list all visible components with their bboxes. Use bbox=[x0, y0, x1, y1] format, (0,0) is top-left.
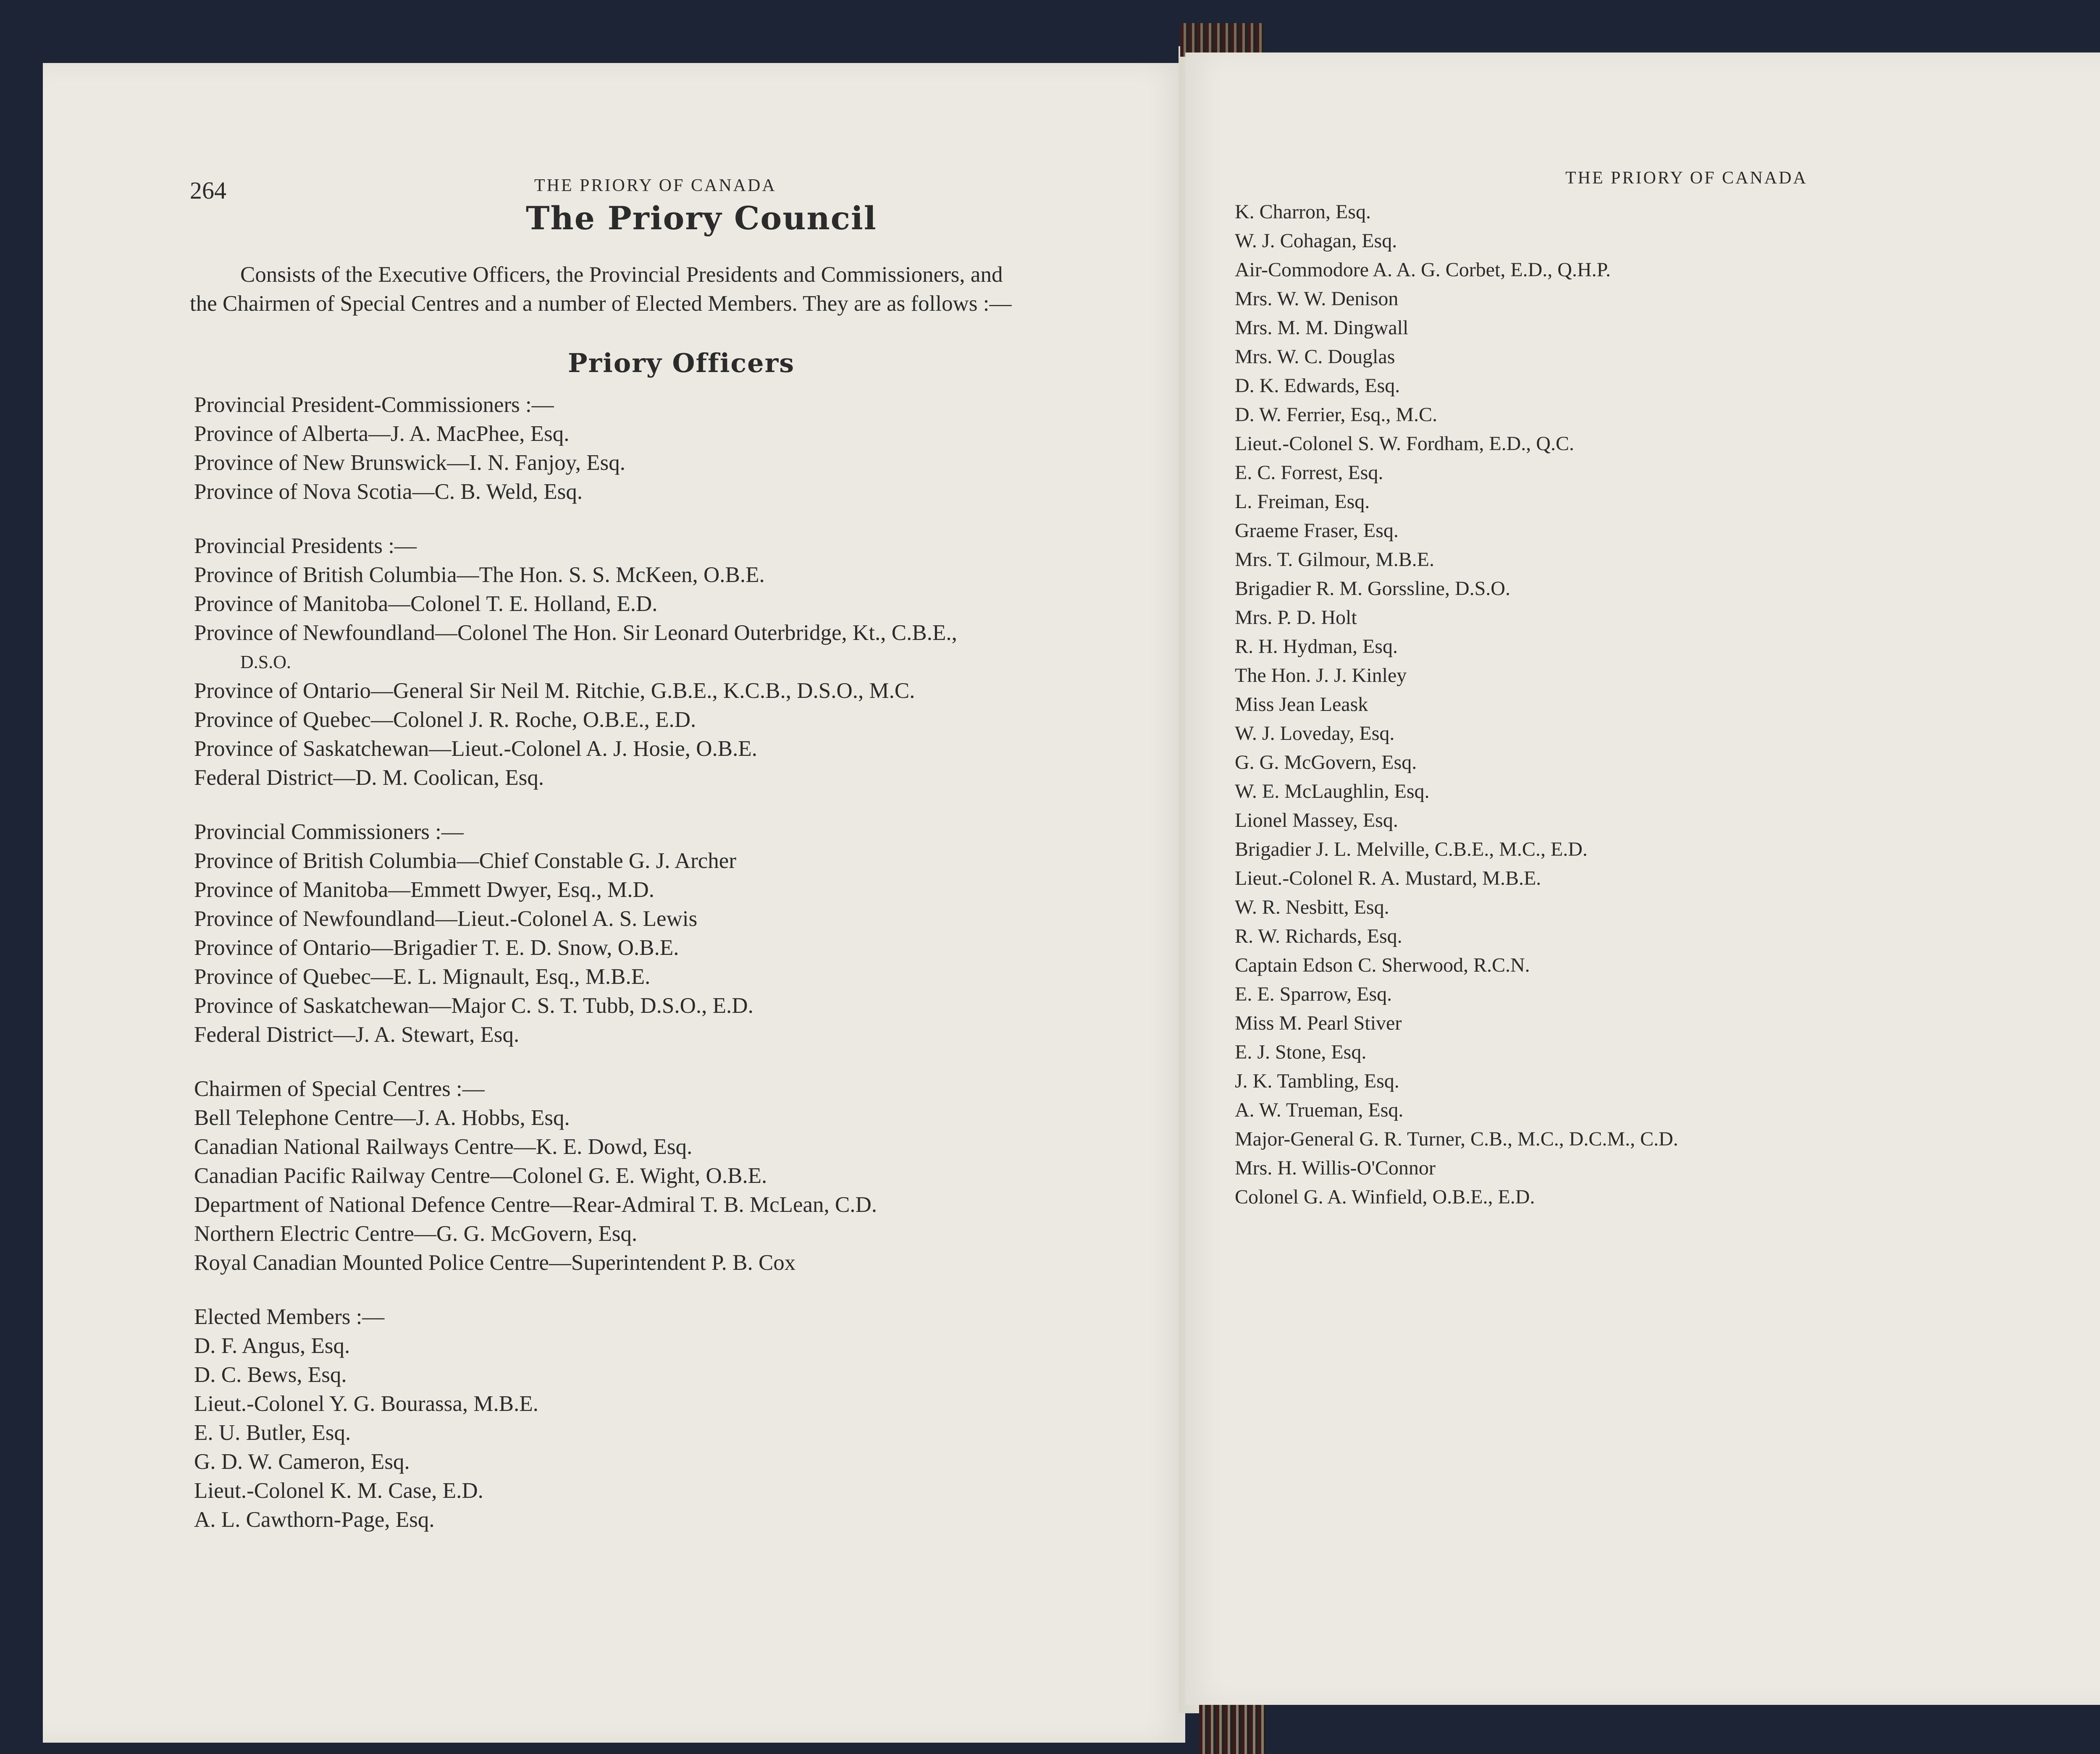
list-item: Miss M. Pearl Stiver bbox=[1235, 1012, 1402, 1034]
list-item: The Hon. J. J. Kinley bbox=[1235, 664, 1407, 687]
list-item: Lieut.-Colonel K. M. Case, E.D. bbox=[194, 1479, 483, 1503]
list-item: E. U. Butler, Esq. bbox=[194, 1421, 351, 1445]
list-item: E. J. Stone, Esq. bbox=[1235, 1041, 1367, 1063]
list-item: Air-Commodore A. A. G. Corbet, E.D., Q.H.P. bbox=[1235, 259, 1611, 281]
list-item: K. Charron, Esq. bbox=[1235, 201, 1371, 223]
list-item: G. G. McGovern, Esq. bbox=[1235, 751, 1417, 773]
list-item: Province of Quebec—Colonel J. R. Roche, O.B.E., E.D. bbox=[194, 708, 696, 732]
list-item: Province of Saskatchewan—Major C. S. T. Tubb, D.S.O., E.D. bbox=[194, 994, 753, 1018]
list-item-continuation: D.S.O. bbox=[240, 652, 291, 672]
list-item: Lionel Massey, Esq. bbox=[1235, 809, 1398, 831]
list-item: D. W. Ferrier, Esq., M.C. bbox=[1235, 404, 1438, 426]
list-item: Miss Jean Leask bbox=[1235, 693, 1368, 716]
list-item: Province of Nova Scotia—C. B. Weld, Esq. bbox=[194, 480, 583, 504]
members-list bbox=[1235, 197, 1678, 1211]
list-item: Mrs. T. Gilmour, M.B.E. bbox=[1235, 548, 1434, 571]
list-item: Northern Electric Centre—G. G. McGovern, Esq. bbox=[194, 1222, 638, 1246]
list-item: Graeme Fraser, Esq. bbox=[1235, 519, 1399, 542]
intro-line: Consists of the Executive Officers, the Provincial Presidents and Commissioners, and bbox=[240, 262, 1003, 287]
list-item: D. F. Angus, Esq. bbox=[194, 1334, 350, 1358]
list-item: Mrs. H. Willis-O'Connor bbox=[1235, 1157, 1436, 1179]
list-item: Province of Ontario—General Sir Neil M. Ritchie, G.B.E., K.C.B., D.S.O., M.C. bbox=[194, 679, 915, 703]
list-item: Brigadier J. L. Melville, C.B.E., M.C., E.D. bbox=[1235, 838, 1588, 860]
list-item: Mrs. W. W. Denison bbox=[1235, 288, 1399, 310]
list-item: Province of New Brunswick—I. N. Fanjoy, Esq. bbox=[194, 451, 625, 475]
book-spine-top bbox=[1180, 23, 1264, 57]
section-title: Priory Officers bbox=[568, 348, 795, 378]
list-item: Canadian National Railways Centre—K. E. Dowd, Esq. bbox=[194, 1135, 693, 1159]
list-item: R. H. Hydman, Esq. bbox=[1235, 635, 1398, 658]
list-item: D. C. Bews, Esq. bbox=[194, 1363, 347, 1387]
list-item: Captain Edson C. Sherwood, R.C.N. bbox=[1235, 954, 1530, 976]
list-item: A. L. Cawthorn-Page, Esq. bbox=[194, 1508, 435, 1532]
list-item: A. W. Trueman, Esq. bbox=[1235, 1099, 1404, 1121]
list-item: W. J. Loveday, Esq. bbox=[1235, 722, 1395, 745]
list-item: Mrs. W. C. Douglas bbox=[1235, 346, 1395, 368]
list-item: J. K. Tambling, Esq. bbox=[1235, 1070, 1399, 1092]
list-item: L. Freiman, Esq. bbox=[1235, 490, 1370, 513]
running-head: THE PRIORY OF CANADA bbox=[1565, 168, 1808, 188]
list-item: Royal Canadian Mounted Police Centre—Superintendent P. B. Cox bbox=[194, 1251, 796, 1275]
list-item: Mrs. P. D. Holt bbox=[1235, 606, 1357, 629]
list-item: Department of National Defence Centre—Rear-Admiral T. B. McLean, C.D. bbox=[194, 1193, 877, 1217]
list-item: Federal District—D. M. Coolican, Esq. bbox=[194, 766, 544, 790]
list-item: W. J. Cohagan, Esq. bbox=[1235, 230, 1397, 252]
list-item: W. E. McLaughlin, Esq. bbox=[1235, 780, 1430, 802]
list-item: Province of Manitoba—Emmett Dwyer, Esq., M.D. bbox=[194, 878, 654, 902]
list-item: E. E. Sparrow, Esq. bbox=[1235, 983, 1392, 1005]
book-spine-bottom bbox=[1199, 1696, 1266, 1754]
list-heading: Provincial Commissioners :— bbox=[194, 820, 464, 844]
list-heading: Elected Members :— bbox=[194, 1305, 385, 1329]
list-item: R. W. Richards, Esq. bbox=[1235, 925, 1402, 947]
list-item: Province of British Columbia—Chief Constable G. J. Archer bbox=[194, 849, 736, 873]
page-number: 264 bbox=[190, 177, 226, 204]
list-item: G. D. W. Cameron, Esq. bbox=[194, 1450, 410, 1474]
list-item: Province of Newfoundland—Lieut.-Colonel A. S. Lewis bbox=[194, 907, 698, 931]
list-item: Mrs. M. M. Dingwall bbox=[1235, 317, 1409, 339]
list-item: Colonel G. A. Winfield, O.B.E., E.D. bbox=[1235, 1186, 1535, 1208]
list-item: Province of Manitoba—Colonel T. E. Holland, E.D. bbox=[194, 592, 658, 616]
list-item: Major-General G. R. Turner, C.B., M.C., D.C.M., C.D. bbox=[1235, 1128, 1678, 1150]
list-heading: Provincial Presidents :— bbox=[194, 534, 417, 558]
council-list bbox=[194, 391, 957, 1534]
list-item: Lieut.-Colonel Y. G. Bourassa, M.B.E. bbox=[194, 1392, 538, 1416]
right-page bbox=[1185, 52, 2100, 1705]
list-item: Province of Saskatchewan—Lieut.-Colonel A. J. Hosie, O.B.E. bbox=[194, 737, 757, 761]
list-item: Province of Newfoundland—Colonel The Hon. Sir Leonard Outerbridge, Kt., C.B.E., bbox=[194, 621, 957, 645]
list-item: Bell Telephone Centre—J. A. Hobbs, Esq. bbox=[194, 1106, 570, 1130]
list-item: D. K. Edwards, Esq. bbox=[1235, 375, 1400, 397]
list-item: Brigadier R. M. Gorssline, D.S.O. bbox=[1235, 577, 1510, 600]
page-title: The Priory Council bbox=[526, 199, 877, 237]
list-item: Federal District—J. A. Stewart, Esq. bbox=[194, 1023, 520, 1047]
list-item: Province of British Columbia—The Hon. S. S. McKeen, O.B.E. bbox=[194, 563, 765, 587]
list-item: Province of Alberta—J. A. MacPhee, Esq. bbox=[194, 422, 570, 446]
running-head: THE PRIORY OF CANADA bbox=[534, 176, 777, 195]
list-heading: Chairmen of Special Centres :— bbox=[194, 1077, 485, 1101]
list-item: E. C. Forrest, Esq. bbox=[1235, 461, 1383, 484]
list-item: Province of Ontario—Brigadier T. E. D. Snow, O.B.E. bbox=[194, 936, 679, 960]
list-item: Lieut.-Colonel S. W. Fordham, E.D., Q.C. bbox=[1235, 433, 1574, 455]
list-item: W. R. Nesbitt, Esq. bbox=[1235, 896, 1389, 918]
list-item: Province of Quebec—E. L. Mignault, Esq., M.B.E. bbox=[194, 965, 651, 989]
list-item: Lieut.-Colonel R. A. Mustard, M.B.E. bbox=[1235, 867, 1541, 889]
intro-line: the Chairmen of Special Centres and a number of Elected Members. They are as follows :— bbox=[190, 291, 1012, 316]
intro-paragraph bbox=[190, 260, 1012, 318]
list-item: Canadian Pacific Railway Centre—Colonel G. E. Wight, O.B.E. bbox=[194, 1164, 767, 1188]
left-page bbox=[43, 63, 1185, 1743]
list-heading: Provincial President-Commissioners :— bbox=[194, 393, 554, 417]
